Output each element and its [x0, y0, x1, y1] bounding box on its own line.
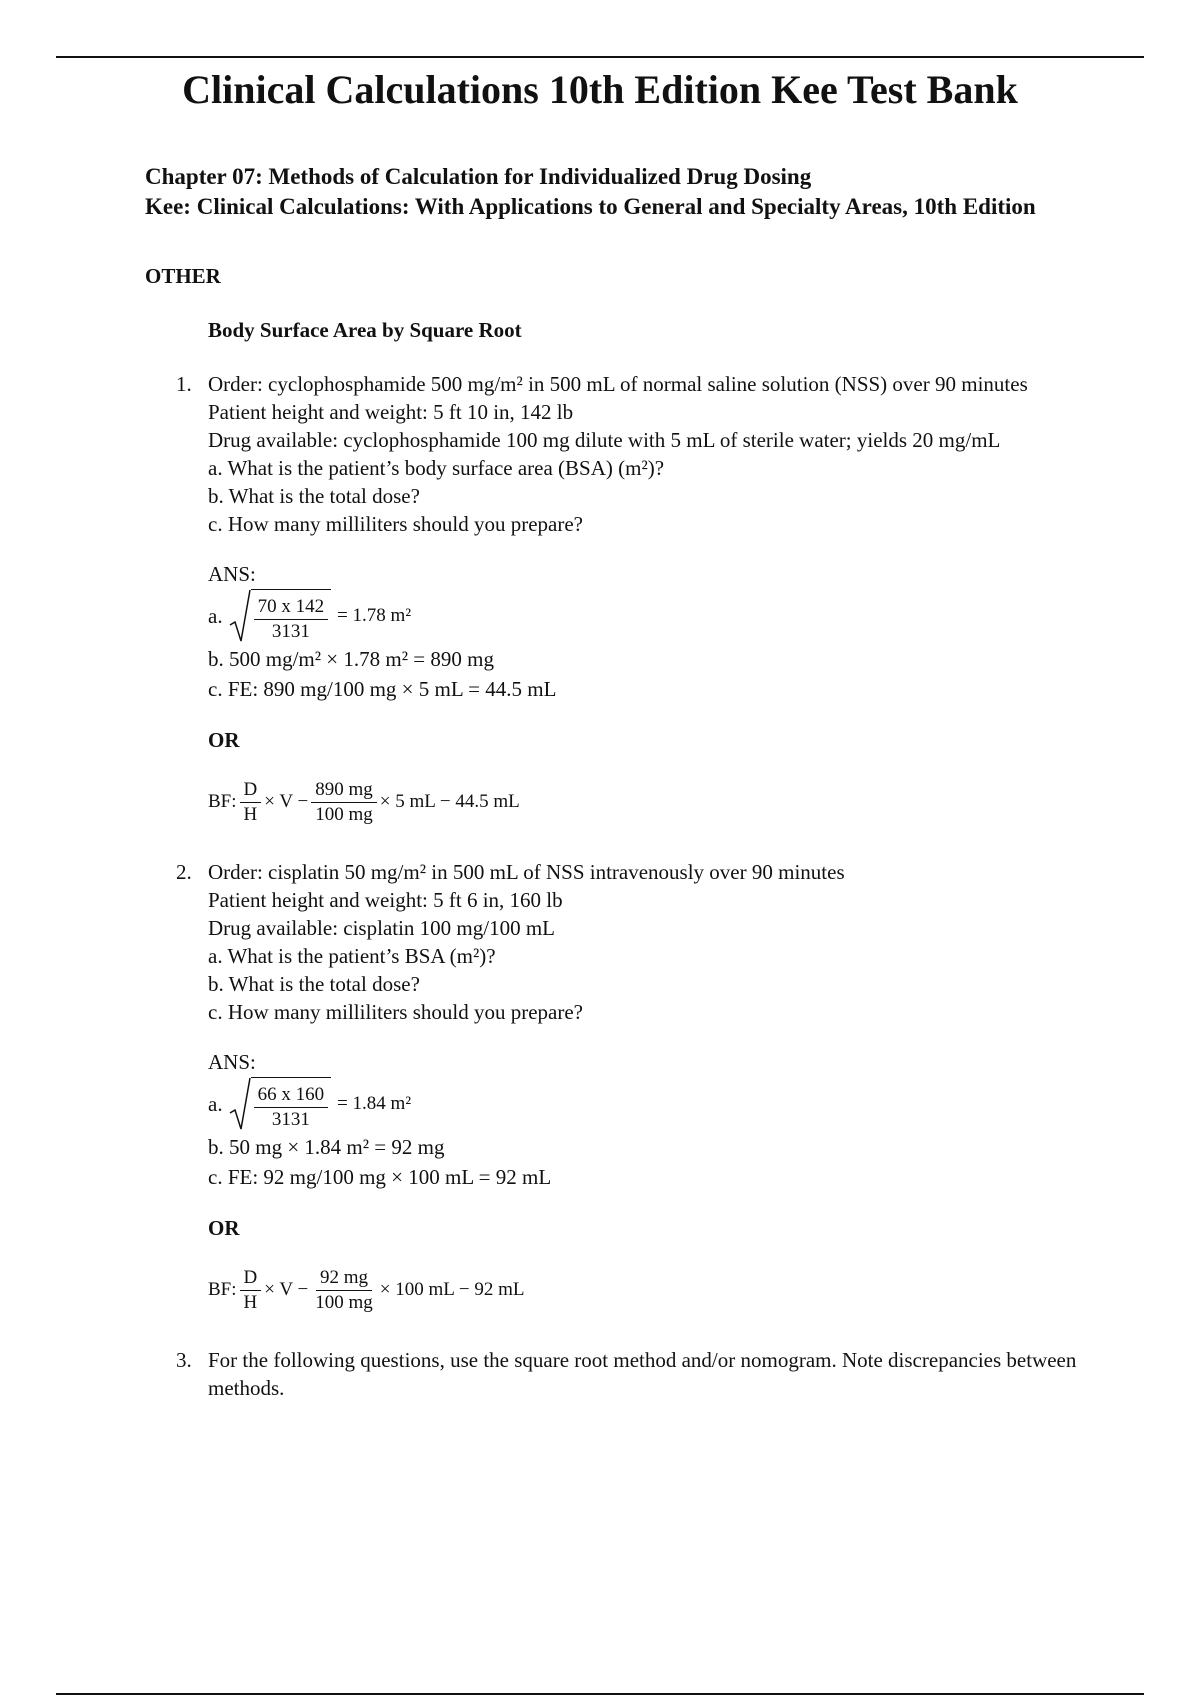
bsa-result: = 1.84 m² [337, 1093, 412, 1114]
dh-fraction [240, 778, 262, 827]
question-height-weight: Patient height and weight: 5 ft 6 in, 160 lb [208, 888, 563, 912]
answer-label: ANS: [208, 1050, 256, 1074]
document-body [145, 162, 1135, 1402]
bsa-fraction [254, 595, 329, 644]
question-part-a: a. What is the patient’s body surface area (BSA) (m²)? [208, 456, 665, 480]
question-part-b: b. What is the total dose? [208, 484, 420, 508]
or-label: OR [208, 728, 240, 752]
bsa-result: = 1.78 m² [337, 605, 412, 626]
chapter-heading: Chapter 07: Methods of Calculation for Individualized Drug Dosing [145, 164, 812, 189]
question-part-a: a. What is the patient’s BSA (m²)? [208, 944, 496, 968]
question-order: Order: cyclophosphamide 500 mg/m² in 500 mL of normal saline solution (NSS) over 90 minutes [208, 372, 1028, 396]
answer-c: c. FE: 890 mg/100 mg × 5 mL = 44.5 mL [208, 677, 557, 701]
bsa-fraction [254, 1083, 329, 1132]
dh-fraction [240, 1266, 262, 1315]
question-1 [176, 370, 1135, 832]
dh-numerator: D [240, 1266, 262, 1291]
answer-a-label: a. [208, 604, 223, 628]
question-height-weight: Patient height and weight: 5 ft 10 in, 142 lb [208, 400, 574, 424]
dose-denominator: 100 mg [315, 803, 373, 825]
question-3 [176, 1346, 1135, 1402]
bsa-denominator: 3131 [271, 1108, 310, 1130]
answer-b: b. 500 mg/m² × 1.78 m² = 890 mg [208, 647, 494, 671]
dose-denominator: 100 mg [315, 1291, 373, 1313]
question-number: 1. [176, 372, 192, 396]
bf-label: BF: [208, 1279, 237, 1300]
bf-middle: × V − [264, 791, 309, 812]
answer-a-formula [208, 1076, 1135, 1132]
bf-tail: × 100 mL − 92 mL [379, 1279, 525, 1300]
dose-fraction [311, 778, 377, 827]
answer-b: b. 50 mg × 1.84 m² = 92 mg [208, 1135, 445, 1159]
dose-numerator: 92 mg [316, 1266, 372, 1291]
bsa-numerator: 70 x 142 [254, 595, 329, 620]
square-root-sign [229, 589, 332, 644]
answer-c: c. FE: 92 mg/100 mg × 100 mL = 92 mL [208, 1165, 552, 1189]
basic-formula [208, 1260, 1135, 1320]
dh-denominator: H [243, 1291, 258, 1313]
basic-formula [208, 772, 1135, 832]
dose-numerator: 890 mg [311, 778, 377, 803]
question-2 [176, 858, 1135, 1320]
section-heading: OTHER [145, 264, 221, 288]
document-title: Clinical Calculations 10th Edition Kee Test Bank [182, 67, 1018, 112]
answer-label: ANS: [208, 562, 256, 586]
top-rule [56, 56, 1144, 58]
answer-a-formula [208, 588, 1135, 644]
question-number: 2. [176, 860, 192, 884]
question-number: 3. [176, 1348, 192, 1372]
question-drug-available: Drug available: cyclophosphamide 100 mg dilute with 5 mL of sterile water; yields 20 mg/mL [208, 428, 1001, 452]
bsa-numerator: 66 x 160 [254, 1083, 329, 1108]
question-drug-available: Drug available: cisplatin 100 mg/100 mL [208, 916, 556, 940]
bottom-rule [56, 1693, 1144, 1695]
subsection-heading: Body Surface Area by Square Root [208, 318, 522, 342]
bf-middle: × V − [264, 1279, 309, 1300]
question-part-c: c. How many milliliters should you prepare? [208, 512, 583, 536]
dh-denominator: H [243, 803, 258, 825]
question-order: Order: cisplatin 50 mg/m² in 500 mL of NSS intravenously over 90 minutes [208, 860, 845, 884]
bf-tail: × 5 mL − 44.5 mL [379, 791, 520, 812]
question-text: For the following questions, use the square root method and/or nomogram. Note discrepancies between methods. [208, 1348, 1077, 1400]
question-part-c: c. How many milliliters should you prepare? [208, 1000, 583, 1024]
square-root-sign [229, 1077, 332, 1132]
dh-numerator: D [240, 778, 262, 803]
dose-fraction [311, 1266, 377, 1315]
bsa-denominator: 3131 [271, 620, 310, 642]
bf-label: BF: [208, 791, 237, 812]
book-heading: Kee: Clinical Calculations: With Applications to General and Specialty Areas, 10th Edition [145, 194, 1036, 219]
answer-a-label: a. [208, 1092, 223, 1116]
or-label: OR [208, 1216, 240, 1240]
question-part-b: b. What is the total dose? [208, 972, 420, 996]
